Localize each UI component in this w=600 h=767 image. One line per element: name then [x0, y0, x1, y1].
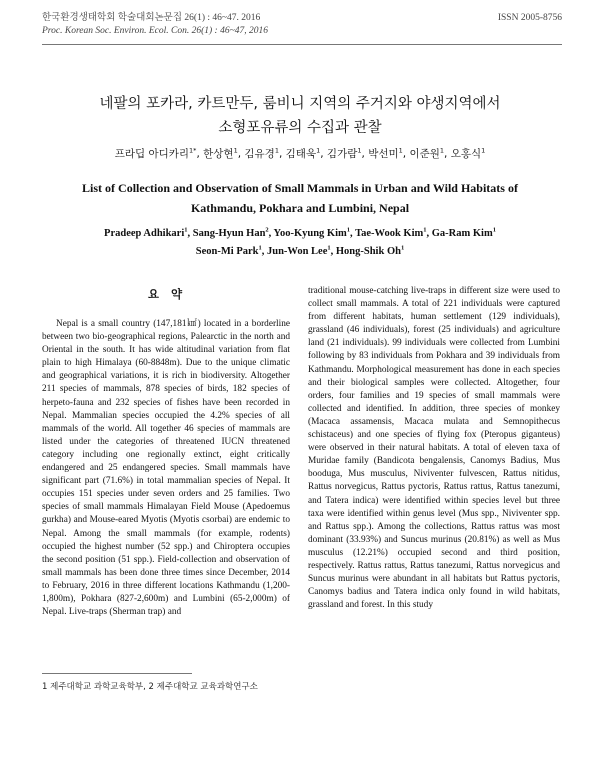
- footnote-rule: [42, 673, 192, 674]
- authors-korean: 프라딥 아디카리$^{1*}$, 한상현$^1$, 김유경$^1$, 김태욱$^1$, 김가람$^1$, 박선미$^1$, 이준원$^1$, 오홍식$^1$: [114, 146, 486, 160]
- affiliation-mark: 1: [357, 146, 362, 155]
- abstract-column-right: [308, 285, 560, 612]
- authors-english-line2: Seon-Mi Park$^1$, Jun-Won Lee$^1$, Hong-Shik Oh$^1$: [195, 244, 405, 257]
- affiliation-mark: 1: [327, 244, 331, 252]
- authors-english-line1: Pradeep Adhikari$^1$, Sang-Hyun Han$^2$, Yoo-Kyung Kim$^1$, Tae-Wook Kim$^1$, Ga-Ram Kim$^1$: [104, 226, 496, 239]
- title-english-line2: Kathmandu, Pokhara and Lumbini, Nepal: [190, 201, 410, 215]
- english-author: [267, 246, 331, 257]
- english-author: [274, 228, 350, 239]
- authors-english: [40, 225, 560, 261]
- affiliation-mark: 1: [258, 244, 262, 252]
- affiliation-mark: 1: [400, 244, 405, 252]
- affiliation-footnote: 1 제주대학교 과학교육학부, 2 제주대학교 교육과학연구소: [42, 682, 258, 692]
- korean-author: [368, 148, 403, 160]
- author-name: Seon-Mi Park: [195, 246, 259, 257]
- korean-author: [451, 148, 486, 160]
- author-name: Ga-Ram Kim: [431, 228, 493, 239]
- author-name: 박선미: [368, 148, 399, 160]
- affiliation-mark: 1: [184, 226, 188, 234]
- korean-author: [115, 148, 197, 160]
- korean-author: [327, 148, 362, 160]
- affiliation-mark: 1: [233, 146, 238, 155]
- affiliation-mark: 1: [316, 146, 321, 155]
- korean-author: [286, 148, 321, 160]
- abstract-heading: 요 약: [147, 287, 187, 301]
- author-name: Pradeep Adhikari: [104, 228, 185, 239]
- korean-author: [203, 148, 238, 160]
- author-name: 김유경: [244, 148, 275, 160]
- author-name: 이준원: [409, 148, 440, 160]
- korean-author: [244, 148, 279, 160]
- abstract-text-right: traditional mouse-catching live-traps in different size were used to collect small mammals. A total of 221 individuals were captured from different habitats, human settlement (129 individuals), grassland (46 individuals), forest (25 individuals) and agriculture land (21 individuals). 99 individuals were collected from Lumbini following by 83 individuals from Pokhara and 39 individuals from Kathmandu. Morphological measurement has done in each species and their biological samples were collected. Altogether, four orders, four families and 19 species of small mammals were collected and identified. In addition, three species of monkey (Macaca assamensis, Macaca mulata and Semnopithecus schistaceus) and one species of flying fox (Pteropus giganteus) were observed in their natural habitats. A total of eleven taxa of Muridae family (Bandicota bengalensis, Canomys Badius, Mus booduga, Mus musculus, Niviventer fulvescen, Rattus nitidus, Rattus norvegicus, Rattus pyctoris, Rattus rattus, Rattus tanezumi, and Tatera indica) were identified within species level but three taxa were identified within genus level (Mus spp., Niviventer spp. and Rattus spp.). Among the collections, Rattus rattus was most dominant (33.93%) and Suncus murinus (20.81%) as well as Mus musculus (12.21%) occupied second and third position, respectively. Rattus rattus, Rattus tanezumi, Rattus norvegicus and Suncus murinus were abundant in all habitats but Rattus pyctoris, Canomys badius and Tatera indica only found in wild habitats, grassland and forest. In this study: [308, 286, 560, 611]
- affiliation-mark: 1: [423, 226, 427, 234]
- title-english: [40, 178, 560, 218]
- author-name: 프라딥 아디카리: [114, 148, 190, 160]
- author-name: Hong-Shik Oh: [335, 246, 401, 257]
- title-korean: [0, 92, 600, 140]
- abstract-column-left: [42, 318, 290, 619]
- author-name: Jun-Won Lee: [266, 246, 328, 257]
- affiliation-mark: 2: [265, 226, 269, 234]
- author-name: Yoo-Kyung Kim: [273, 228, 347, 239]
- english-author: [432, 228, 496, 239]
- author-name: 김가람: [326, 148, 358, 160]
- affiliation-mark: 1: [346, 226, 351, 234]
- issn: ISSN 2005-8756: [497, 13, 562, 23]
- journal-header: [42, 12, 562, 38]
- affiliation-mark: 1: [398, 146, 403, 155]
- journal-citation-english: Proc. Korean Soc. Environ. Ecol. Con. 26(1) : 46~47, 2016: [42, 26, 268, 36]
- author-name: 한상현: [203, 148, 234, 160]
- title-korean-line2: 소형포유류의 수집과 관찰: [218, 120, 382, 136]
- affiliation-mark: 1: [274, 146, 279, 155]
- english-author: [193, 228, 269, 239]
- author-name: 오홍식: [450, 148, 482, 160]
- abstract-text-left: Nepal is a small country (147,181㎢) located in a borderline between two bio-geographical regions, Palearctic in the north and Oriental in the south. It has wide altitudinal variation from flat plain to high Himalaya (60-8848m). Due to the unique climatic and geographical variations, it is rich in biodiversity. Altogether 211 species of mammals, 878 species of birds, 182 species of herpeto-fauna and 232 species of fishes have been recorded in Nepal. Mammalian species occupied the 4.2% species of all mammals of the world. All together 46 species of mammals are listed under the categories of threatened IUCN threatened category including one regionally extinct, eight critically endangered and 25 endangered species. Small mammals have significant part (71.6%) in total mammalian species of Nepal. It occupies 151 species under seven orders and 25 families. Two species of small mammals Himalayan Field Mouse (Apedoemus gurkha) and Mouse-eared Myotis (Myotis csorbai) are endemic to Nepal. Among the small mammals (for example, rodents) occupied the highest number (52 spp.) and Chiroptera occupies the second position (51 spp.). Field-collection and observation of small mammals has been done three times since December, 2014 to February, 2016 in three different locations Kathmandu (1,200-1,800m), Pokhara (827-2,600m) and Lumbini (65-2,000m) of Nepal. Live-traps (Sherman trap) and: [42, 319, 290, 618]
- title-korean-line1: 네팔의 포카라, 카트만두, 룸비니 지역의 주거지와 야생지역에서: [99, 96, 501, 112]
- title-english-line1: List of Collection and Observation of Small Mammals in Urban and Wild Habitats of: [82, 181, 518, 195]
- affiliation-mark: 1: [492, 226, 496, 234]
- author-name: Tae-Wook Kim: [355, 228, 424, 239]
- author-name: 김태욱: [285, 148, 317, 160]
- english-author: [104, 228, 187, 239]
- affiliation-mark: 1: [439, 146, 445, 155]
- affiliation-mark: 1: [481, 146, 486, 155]
- affiliation-mark: 1*: [189, 146, 197, 155]
- english-author: [336, 246, 404, 257]
- english-author: [355, 228, 426, 239]
- author-name: Sang-Hyun Han: [192, 228, 266, 239]
- english-author: [196, 246, 262, 257]
- journal-citation-korean: 한국환경생태학회 학술대회논문집 26(1) : 46~47. 2016: [42, 13, 261, 23]
- korean-author: [409, 148, 444, 160]
- header-rule: [42, 44, 562, 45]
